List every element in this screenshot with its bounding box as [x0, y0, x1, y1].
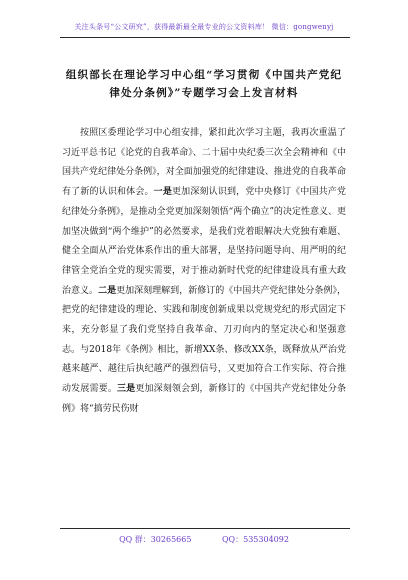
- footer-qq-group: QQ 群：30265665: [119, 535, 192, 544]
- footer: [0, 534, 408, 545]
- point-one-text: 更加深刻认识到，党中央修订《中国共产党纪律处分条例》，是推动全党更加深刻领悟“两个确立”的决定性意义、更加坚决做到“两个维护”的必然要求，是我们党着眼解决大党独有难题、健全全面从严治党体系作出的重大部署，是坚持问题导向、用严明的纪律管全党治全党的现实需要，对于推动新时代党的纪律建设具有重大政治意义。: [62, 187, 346, 296]
- body-paragraph-intro: 按照区委理论学习中心组安排，紧扣此次学习主题，我再次重温了习近平总书记《论党的自我革命》、二十届中央纪委三次全会精神和《中国共产党纪律处分条例》，对全面加强党的纪律建设、推进党的自我革命有了新的认识和体会。: [62, 128, 346, 198]
- footer-qq-number: QQ：535304092: [222, 535, 289, 544]
- document-body: [62, 124, 346, 420]
- point-three-text: 更加深刻领会到，新修订的《中国共产党纪律处分条例》将“搞劳民伤财: [62, 384, 346, 414]
- document-title: 组织部长在理论学习中心组“学习贯彻《中国共产党纪律处分条例》”专题学习会上发言材料: [65, 69, 343, 99]
- footer-divider: [60, 528, 350, 529]
- header-divider: [60, 37, 350, 38]
- point-one-label: 一是: [153, 187, 172, 198]
- point-two-text: 更加深刻理解到，新修订的《中国共产党纪律处分条例》，把党的纪律建设的理论、实践和制度创新成果以党规党纪的形式固定下来，充分彰显了我们党坚持自我革命、刀刃向内的坚定决心和坚强意志。与2018年《条例》相比，新增XX条、修改XX条，既释放从严治党越来越严、越往后执纪越严的强烈信号，又更加符合工作实际、符合推动发展需要。: [62, 285, 346, 395]
- point-three-label: 三是: [117, 384, 136, 395]
- point-two-label: 二是: [98, 285, 117, 296]
- header-note: 关注头条号“公文研究”，获得最新最全最专业的公文资料库！ 微信：gongwenyj: [74, 23, 334, 31]
